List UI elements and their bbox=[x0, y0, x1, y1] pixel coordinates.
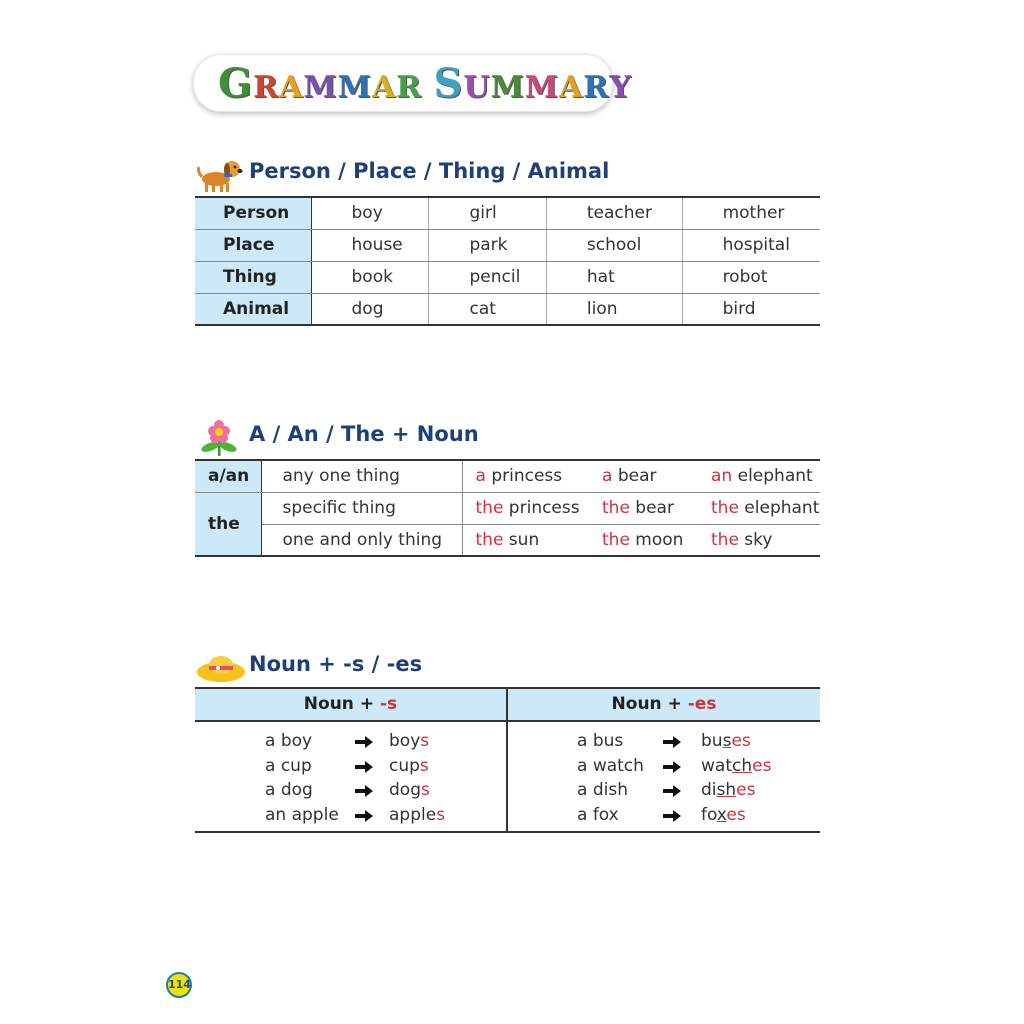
article-word: a bbox=[475, 466, 486, 487]
noun-word: bear bbox=[629, 498, 674, 518]
row-label: a/an bbox=[195, 460, 261, 492]
plural-noun bbox=[389, 803, 445, 827]
table-row bbox=[195, 229, 820, 261]
articles-table bbox=[195, 459, 820, 557]
plural-row bbox=[265, 729, 465, 754]
noun-stem: fo bbox=[701, 804, 717, 825]
table-cell: hospital bbox=[682, 229, 820, 261]
row-label: Thing bbox=[195, 261, 311, 293]
noun-stem: bu bbox=[701, 731, 723, 751]
table-cell: mother bbox=[682, 197, 820, 229]
plural-noun bbox=[701, 754, 771, 778]
example-cell bbox=[590, 524, 697, 556]
singular-noun: a bus bbox=[577, 731, 624, 751]
noun-stem: cup bbox=[389, 755, 420, 776]
title-letter: M bbox=[303, 70, 338, 105]
article-word: the bbox=[711, 529, 739, 550]
plural-noun bbox=[701, 803, 746, 827]
plural-row bbox=[265, 754, 465, 779]
noun-ending: x bbox=[716, 804, 727, 825]
title-letter: M bbox=[524, 70, 559, 105]
plural-suffix: s bbox=[420, 780, 430, 800]
table-cell: girl bbox=[429, 197, 546, 229]
arrow-right-icon bbox=[355, 784, 373, 798]
noun-ending: s bbox=[722, 731, 732, 751]
table-cell: boy bbox=[311, 197, 429, 229]
plural-suffix: s bbox=[436, 804, 446, 825]
example-cell bbox=[697, 492, 820, 524]
title-letter: M bbox=[490, 70, 525, 105]
title-letter: A bbox=[371, 70, 397, 105]
plural-noun bbox=[701, 729, 751, 753]
title-letter: A bbox=[279, 70, 304, 105]
plural-suffix: es bbox=[736, 780, 756, 800]
header-base: Noun + bbox=[303, 694, 380, 714]
table-row bbox=[195, 197, 820, 229]
header-suffix: -es bbox=[687, 694, 717, 714]
title-letter: M bbox=[337, 70, 372, 105]
usage-description: one and only thing bbox=[261, 524, 462, 556]
article-word: the bbox=[475, 529, 504, 550]
table-cell: hat bbox=[546, 261, 682, 293]
article-word: a bbox=[602, 466, 613, 487]
page-number: 114 bbox=[166, 972, 192, 998]
dog-icon bbox=[196, 157, 246, 193]
table-row bbox=[195, 293, 820, 325]
plural-suffix: es bbox=[731, 731, 751, 751]
table-row bbox=[195, 524, 820, 556]
arrow-right-icon bbox=[663, 809, 681, 823]
noun-word: elephant bbox=[738, 498, 820, 518]
singular-noun: a dog bbox=[265, 780, 313, 800]
arrow-right-icon bbox=[663, 760, 681, 774]
table-cell: bird bbox=[682, 293, 820, 325]
plural-noun bbox=[389, 778, 430, 802]
singular-noun: a boy bbox=[265, 731, 313, 751]
usage-description: any one thing bbox=[261, 460, 462, 492]
usage-description: specific thing bbox=[261, 492, 462, 524]
article-word: the bbox=[602, 529, 630, 550]
plural-es-header bbox=[508, 689, 820, 722]
noun-stem: apple bbox=[389, 804, 437, 825]
plural-es-list bbox=[577, 729, 787, 827]
title-letter: Y bbox=[609, 70, 632, 105]
noun-word: bear bbox=[612, 466, 657, 487]
title-letter: R bbox=[396, 70, 423, 105]
plural-table bbox=[195, 687, 820, 833]
noun-word: sun bbox=[503, 529, 540, 550]
title-letter: G bbox=[218, 60, 254, 107]
plural-row bbox=[577, 778, 787, 803]
plural-row bbox=[577, 754, 787, 779]
hat-icon bbox=[196, 650, 246, 686]
table-cell: teacher bbox=[546, 197, 682, 229]
example-cell bbox=[590, 460, 697, 492]
singular-noun: a fox bbox=[577, 804, 619, 825]
title-letter: A bbox=[559, 70, 584, 105]
row-label: Person bbox=[195, 197, 311, 229]
table-cell: book bbox=[311, 261, 429, 293]
example-cell bbox=[462, 460, 590, 492]
plural-noun bbox=[389, 754, 429, 778]
flower-icon bbox=[196, 420, 246, 456]
singular-noun: a watch bbox=[577, 755, 644, 776]
singular-noun: an apple bbox=[265, 804, 339, 825]
plural-s-list bbox=[265, 729, 465, 827]
table-cell: dog bbox=[351, 298, 384, 319]
example-cell bbox=[462, 492, 590, 524]
table-cell: lion bbox=[546, 293, 682, 325]
plural-suffix: es bbox=[726, 804, 746, 825]
table-row bbox=[195, 261, 820, 293]
page-title bbox=[218, 58, 632, 110]
noun-word: princess bbox=[485, 466, 563, 487]
plural-row bbox=[577, 803, 787, 828]
row-label: Place bbox=[195, 229, 311, 261]
title-letter: R bbox=[253, 70, 280, 105]
example-cell bbox=[462, 524, 590, 556]
plural-suffix: es bbox=[752, 755, 772, 776]
plural-row bbox=[577, 729, 787, 754]
example-cell bbox=[697, 524, 820, 556]
title-letter: U bbox=[463, 70, 491, 105]
header-base: Noun + bbox=[611, 694, 688, 714]
table-cell: school bbox=[546, 229, 682, 261]
title-letter: R bbox=[583, 70, 610, 105]
example-cell bbox=[697, 460, 820, 492]
plural-row bbox=[265, 803, 465, 828]
noun-word: moon bbox=[629, 529, 684, 550]
arrow-right-icon bbox=[355, 735, 373, 749]
noun-word: elephant bbox=[732, 466, 813, 487]
noun-stem: di bbox=[701, 780, 717, 800]
noun-word: sky bbox=[738, 529, 773, 550]
plural-row bbox=[265, 778, 465, 803]
table-cell: pencil bbox=[429, 261, 546, 293]
arrow-right-icon bbox=[663, 735, 681, 749]
noun-word: princess bbox=[503, 498, 580, 518]
noun-stem: boy bbox=[389, 731, 421, 751]
noun-stem: wat bbox=[701, 755, 732, 776]
section-title: Person / Place / Thing / Animal bbox=[249, 159, 610, 183]
table-cell: robot bbox=[682, 261, 820, 293]
noun-ending: ch bbox=[732, 755, 753, 776]
column-divider bbox=[506, 689, 508, 831]
article-word: the bbox=[602, 498, 630, 518]
table-row bbox=[195, 460, 820, 492]
row-label: Animal bbox=[195, 293, 311, 325]
arrow-right-icon bbox=[355, 760, 373, 774]
title-letter bbox=[422, 62, 433, 114]
example-cell bbox=[590, 492, 697, 524]
row-label: the bbox=[195, 492, 261, 556]
plural-noun bbox=[389, 729, 429, 753]
arrow-right-icon bbox=[355, 809, 373, 823]
arrow-right-icon bbox=[663, 784, 681, 798]
table-row bbox=[195, 492, 820, 524]
noun-types-table bbox=[195, 196, 820, 326]
header-suffix: -s bbox=[380, 694, 398, 714]
article-word: an bbox=[711, 466, 733, 487]
plural-s-header bbox=[195, 689, 506, 722]
singular-noun: a dish bbox=[577, 780, 628, 800]
noun-ending: sh bbox=[716, 780, 737, 800]
article-word: the bbox=[711, 498, 739, 518]
article-word: the bbox=[475, 498, 504, 518]
plural-noun bbox=[701, 778, 755, 802]
noun-stem: dog bbox=[389, 780, 421, 800]
singular-noun: a cup bbox=[265, 755, 312, 776]
section-title: A / An / The + Noun bbox=[249, 422, 479, 446]
table-cell: park bbox=[429, 229, 546, 261]
title-letter: S bbox=[433, 60, 464, 107]
section-title: Noun + -s / -es bbox=[249, 652, 423, 676]
table-cell: house bbox=[311, 229, 429, 261]
plural-suffix: s bbox=[420, 731, 430, 751]
table-cell: cat bbox=[429, 293, 546, 325]
plural-suffix: s bbox=[419, 755, 429, 776]
